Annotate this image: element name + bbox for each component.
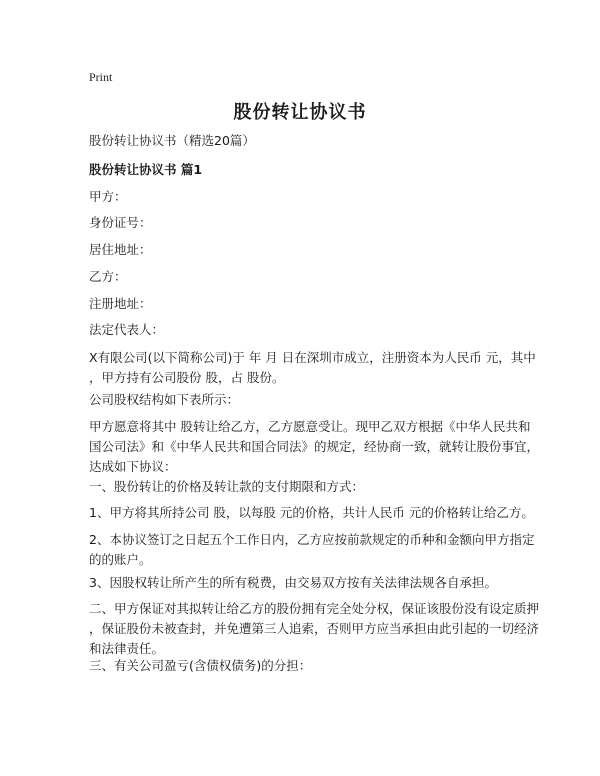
equity-structure-text: 公司股权结构如下表所示： bbox=[89, 392, 240, 407]
clause-1-2 bbox=[89, 530, 535, 570]
field-address: 居住地址： bbox=[89, 242, 152, 257]
clause-1-2-line-2: 的的账户。 bbox=[89, 552, 152, 567]
print-label[interactable]: Print bbox=[89, 70, 113, 84]
agreement-line-2: 国公司法》和《中华人民共和国合同法》的规定，经协商一致，就转让股份事宜， bbox=[89, 439, 540, 454]
document-subtitle: 股份转让协议书（精选20篇） bbox=[89, 133, 255, 148]
intro-line-2: ，甲方持有公司股份 股，占 股份。 bbox=[89, 370, 285, 385]
clause-1-heading: 一、股份转让的价格及转让款的支付期限和方式： bbox=[89, 479, 365, 494]
clause-3-heading: 三、有关公司盈亏(含债权债务)的分担： bbox=[89, 658, 312, 673]
field-legal-representative: 法定代表人： bbox=[89, 322, 165, 337]
clause-1-3: 3、因股权转让所产生的所有税费，由交易双方按有关法律法规各自承担。 bbox=[89, 575, 497, 590]
field-registered-address: 注册地址： bbox=[89, 296, 152, 311]
clause-1-2-line-1: 2、本协议签订之日起五个工作日内，乙方应按前款规定的币种和金额向甲方指定 bbox=[89, 532, 535, 547]
clause-2-line-1: 二、甲方保证对其拟转让给乙方的股份拥有完全处分权，保证该股份没有设定质押 bbox=[89, 601, 540, 616]
agreement-paragraph bbox=[89, 417, 540, 477]
intro-line-1: X有限公司(以下简称公司)于 年 月 日在深圳市成立，注册资本为人民币 元，其中 bbox=[89, 350, 536, 365]
clause-2-line-3: 和法律责任。 bbox=[89, 641, 165, 656]
clause-1-1: 1、甲方将其所持公司 股，以每股 元的价格，共计人民币 元的价格转让给乙方。 bbox=[89, 505, 534, 520]
field-party-b: 乙方： bbox=[89, 269, 127, 284]
clause-2-line-2: ，保证股份未被查封，并免遭第三人追索，否则甲方应当承担由此引起的一切经济 bbox=[89, 621, 540, 636]
field-party-a: 甲方： bbox=[89, 189, 127, 204]
intro-paragraph bbox=[89, 348, 536, 388]
page-title: 股份转让协议书 bbox=[233, 102, 367, 123]
agreement-line-1: 甲方愿意将其中 股转让给乙方，乙方愿意受让。现甲乙双方根据《中华人民共和 bbox=[89, 419, 531, 434]
section-heading: 股份转让协议书 篇1 bbox=[89, 162, 203, 177]
agreement-line-3: 达成如下协议： bbox=[89, 459, 177, 474]
field-id-number: 身份证号： bbox=[89, 215, 152, 230]
clause-2 bbox=[89, 599, 540, 659]
